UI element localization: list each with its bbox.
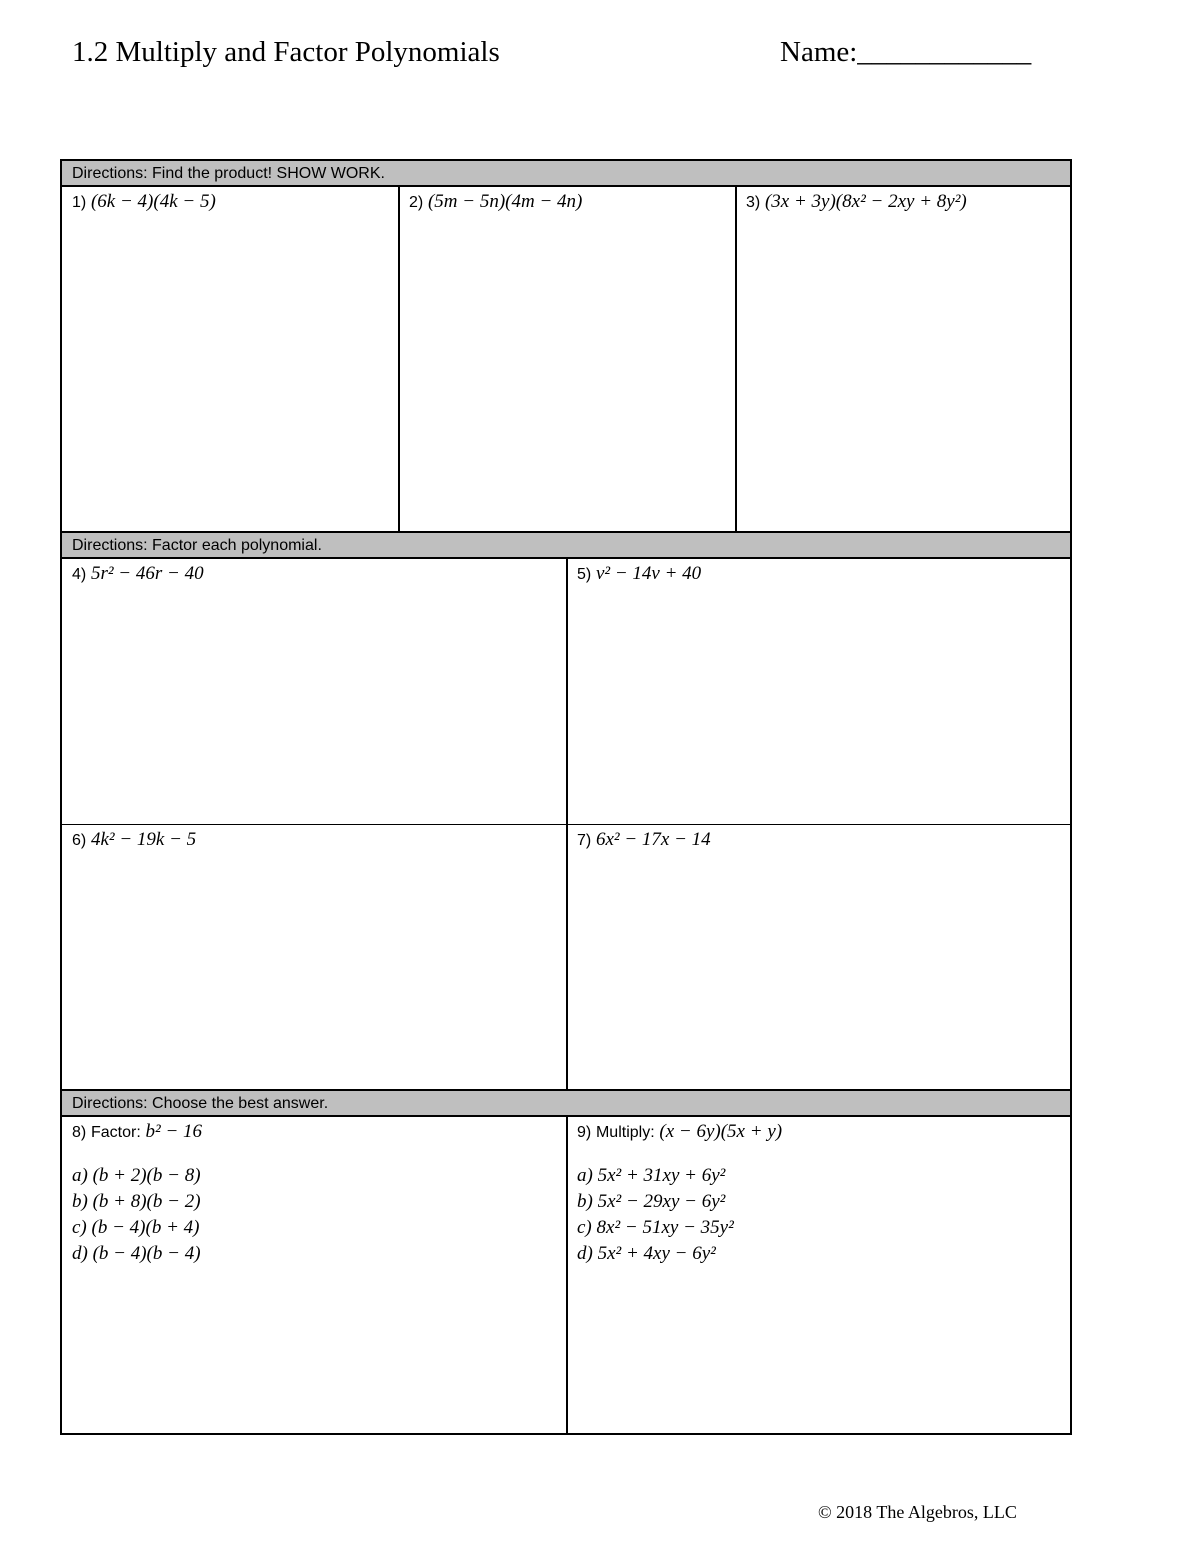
choice-a[interactable]: a) (b + 2)(b − 8) (72, 1165, 201, 1186)
choice-d[interactable]: d) (b − 4)(b − 4) (72, 1243, 201, 1264)
choice-b[interactable]: b) 5x² − 29xy − 6y² (577, 1191, 726, 1212)
problem-prompt: Factor: (90, 1124, 141, 1141)
worksheet-title: 1.2 Multiply and Factor Polynomials (72, 36, 500, 68)
column-divider (398, 187, 400, 531)
problem-number: 5) (577, 566, 592, 583)
problem-expression: 4k² − 19k − 5 (90, 829, 197, 850)
choice-a[interactable]: a) 5x² + 31xy + 6y² (577, 1165, 726, 1186)
problem-expression: 6x² − 17x − 14 (595, 829, 711, 850)
problem-number: 6) (72, 832, 87, 849)
choice-c[interactable]: c) (b − 4)(b + 4) (72, 1217, 200, 1238)
problem-number: 2) (409, 194, 424, 211)
directions-bar-factor: Directions: Factor each polynomial. (62, 531, 1070, 559)
worksheet-grid (60, 159, 1072, 1435)
problem-number: 1) (72, 194, 87, 211)
choice-b[interactable]: b) (b + 8)(b − 2) (72, 1191, 201, 1212)
choice-c[interactable]: c) 8x² − 51xy − 35y² (577, 1217, 734, 1238)
answer-choices (577, 1163, 1060, 1267)
column-divider (566, 1117, 568, 1433)
problem-7-cell[interactable] (567, 825, 1070, 1089)
problem-6-cell[interactable] (62, 825, 567, 1089)
problem-number: 4) (72, 566, 87, 583)
problem-9-cell[interactable] (567, 1117, 1070, 1433)
problem-expression: v² − 14v + 40 (595, 563, 702, 584)
problem-4-cell[interactable] (62, 559, 567, 824)
problem-expression: (5m − 5n)(4m − 4n) (427, 191, 583, 212)
problem-number: 8) (72, 1124, 87, 1141)
problem-8-cell[interactable] (62, 1117, 567, 1433)
column-divider (566, 559, 568, 1089)
problem-prompt: Multiply: (595, 1124, 655, 1141)
problem-expression: (x − 6y)(5x + y) (659, 1121, 783, 1142)
column-divider (735, 187, 737, 531)
problem-number: 7) (577, 832, 592, 849)
directions-bar-product: Directions: Find the product! SHOW WORK. (62, 161, 1070, 187)
problem-number: 9) (577, 1124, 592, 1141)
problem-expression: (6k − 4)(4k − 5) (90, 191, 216, 212)
problem-expression: 5r² − 46r − 40 (90, 563, 204, 584)
directions-bar-choose: Directions: Choose the best answer. (62, 1089, 1070, 1117)
problem-2-cell[interactable] (399, 187, 736, 531)
problem-expression: b² − 16 (145, 1121, 203, 1142)
problem-expression: (3x + 3y)(8x² − 2xy + 8y²) (764, 191, 967, 212)
problem-5-cell[interactable] (567, 559, 1070, 824)
problem-number: 3) (746, 194, 761, 211)
copyright-footer: © 2018 The Algebros, LLC (818, 1502, 1017, 1522)
problem-3-cell[interactable] (736, 187, 1070, 531)
answer-choices (72, 1163, 557, 1267)
problem-1-cell[interactable] (62, 187, 399, 531)
name-field[interactable]: Name:____________ (780, 36, 1032, 68)
choice-d[interactable]: d) 5x² + 4xy − 6y² (577, 1243, 716, 1264)
